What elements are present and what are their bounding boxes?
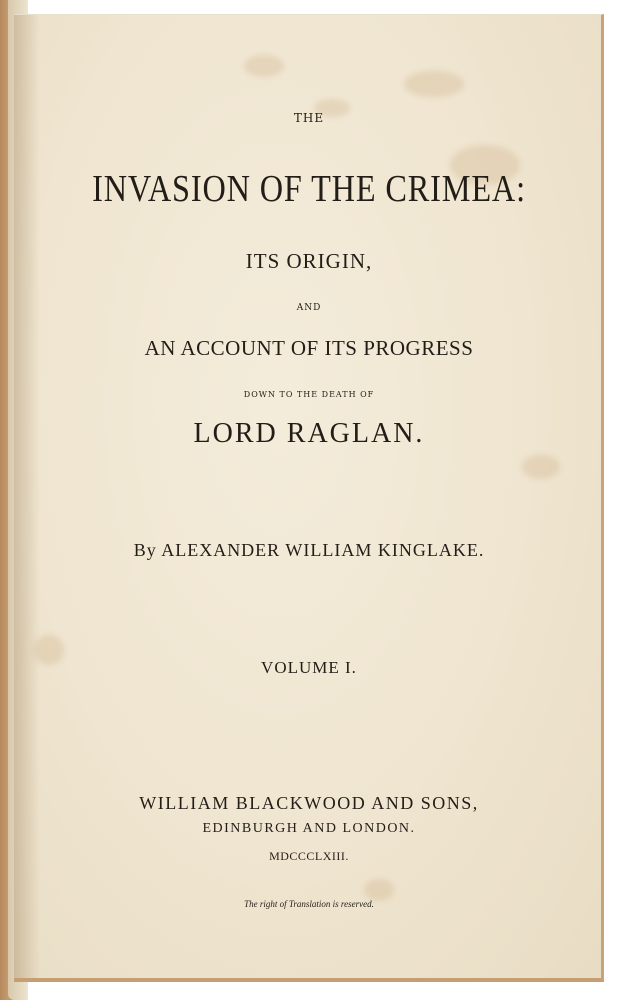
publication-year: MDCCCLXIII. [269, 849, 349, 863]
rights-notice: The right of Translation is reserved. [244, 899, 374, 909]
publication-place: EDINBURGH AND LONDON. [202, 821, 416, 836]
foxing-spot [404, 71, 464, 97]
book-subtitle: ITS ORIGIN, [245, 249, 373, 273]
title-down-to-line: DOWN TO THE DEATH OF [243, 390, 375, 399]
title-page [14, 14, 604, 982]
volume-label: VOLUME I. [261, 658, 357, 677]
title-article: THE [293, 111, 325, 125]
publisher-name: WILLIAM BLACKWOOD AND SONS, [139, 793, 479, 813]
title-subject: LORD RAGLAN. [193, 418, 425, 449]
author-line: By ALEXANDER WILLIAM KINGLAKE. [133, 540, 485, 560]
title-account-line: AN ACCOUNT OF ITS PROGRESS [144, 336, 474, 360]
book-title: INVASION OF THE CRIMEA: [92, 168, 526, 210]
title-conjunction: AND [296, 303, 322, 313]
foxing-spot [244, 55, 284, 77]
foxing-spot [522, 455, 560, 479]
foxing-spot [364, 879, 394, 901]
